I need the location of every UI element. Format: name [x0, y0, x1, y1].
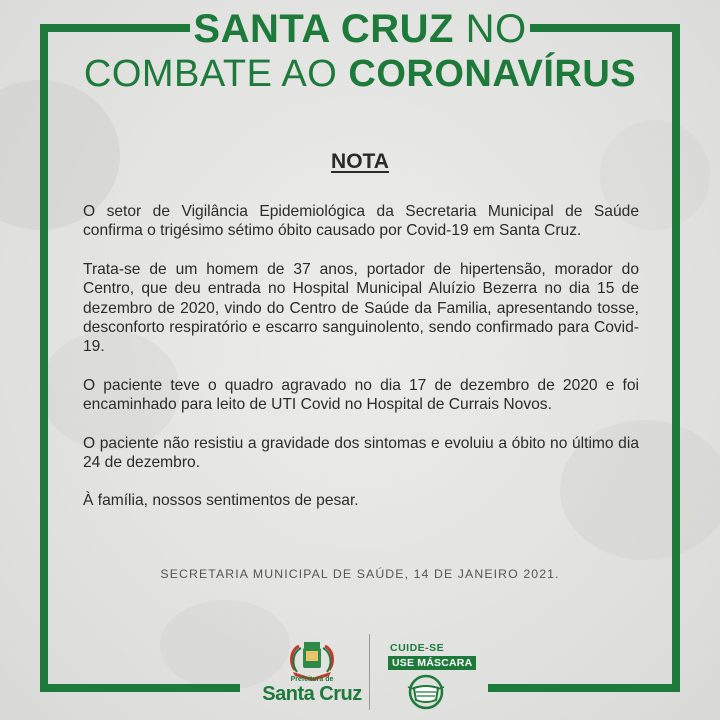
title-no: NO — [465, 7, 527, 51]
paragraph: O paciente não resistiu a gravidade dos sintomas e evoluiu a óbito no último dia 24 de dezembro. — [83, 434, 639, 472]
prefeitura-label: Prefeitura de — [290, 676, 334, 683]
paragraph: Trata-se de um homem de 37 anos, portador de hipertensão, morador do Centro, que deu entrada no Hospital Municipal Aluízio Bezerra no dia 15 de dezembro de 2020, vindo do Centro de Saúde da Familia, apresentando tosse, desconforto respiratório e escarro sanguinolento, sendo confirmado para Covid-19. — [83, 260, 639, 356]
prefeitura-name: Santa Cruz — [262, 683, 362, 705]
paragraph: O paciente teve o quadro agravado no dia 17 de dezembro de 2020 e foi encaminhado para leito de UTI Covid no Hospital de Currais Novos. — [83, 376, 639, 414]
title-coronavirus: CORONAVÍRUS — [348, 53, 637, 95]
face-mask-icon — [402, 674, 450, 710]
note-heading: NOTA — [331, 150, 389, 173]
title-santa-cruz: SANTA CRUZ — [193, 7, 454, 51]
note-body — [83, 202, 639, 530]
paragraph: À família, nossos sentimentos de pesar. — [83, 492, 359, 510]
page-title — [0, 6, 720, 96]
footer-divider — [369, 634, 370, 710]
use-mascara-badge: USE MÁSCARA — [388, 656, 476, 670]
title-combate-ao: COMBATE AO — [83, 53, 338, 95]
signature-line: SECRETARIA MUNICIPAL DE SAÚDE, 14 DE JANEIRO 2021. — [160, 567, 560, 581]
paragraph: O setor de Vigilância Epidemiológica da Secretaria Municipal de Saúde confirma o trigésimo sétimo óbito causado por Covid-19 em Santa Cruz. — [83, 203, 639, 240]
cuide-se-label: CUIDE-SE — [390, 642, 445, 654]
